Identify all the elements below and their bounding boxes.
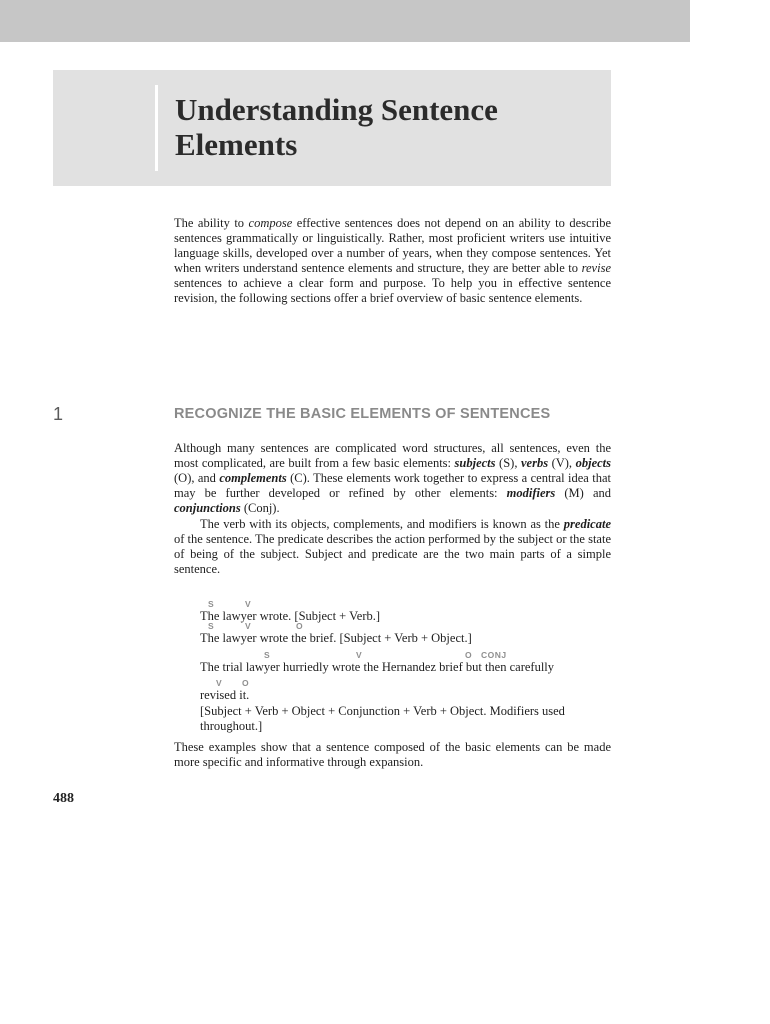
ex3-tag-verb-2: V: [216, 678, 223, 688]
p3-text-2: of the sentence. The predicate describes the action performed by the subject or the state of being of the subject. Subject and predicate are the two main parts of a simple sentence.: [174, 532, 611, 576]
term-compose: compose: [248, 216, 293, 230]
ex2-tag-subject: S: [208, 621, 215, 631]
p2-text-4: (O), and: [174, 471, 220, 485]
section-number: 1: [53, 404, 64, 424]
predicate-paragraph: [174, 517, 611, 577]
p2-text-6: (M) and: [555, 486, 611, 500]
p2-text-1: Although many sentences are complicated word structures, all sentences, even the most complicated, are built from a few basic elements:: [174, 441, 611, 470]
example-2: The lawyer wrote the brief. [Subject + Verb + Object.]: [200, 631, 472, 645]
intro-text-1: The ability to: [174, 216, 249, 230]
example-3-line-2: revised it.: [200, 688, 250, 702]
term-complements: complements: [219, 471, 287, 485]
p3-text-1: The verb with its objects, complements, and modifiers is known as the: [200, 517, 564, 531]
term-conjunctions: conjunctions: [174, 501, 241, 515]
term-modifiers: modifiers: [506, 486, 556, 500]
term-predicate: predicate: [563, 517, 611, 531]
term-verbs: verbs: [520, 456, 549, 470]
ex1-tag-verb: V: [245, 599, 252, 609]
example-3-line-1: The trial lawyer hurriedly wrote the Hernandez brief but then carefully: [200, 660, 555, 674]
chapter-title-line-2: Elements: [175, 127, 298, 162]
ex3-tag-conjunction: CONJ: [481, 650, 507, 660]
ex1-tag-subject: S: [208, 599, 215, 609]
ex3-tag-verb: V: [356, 650, 363, 660]
ex3-tag-object: O: [465, 650, 473, 660]
top-band: [0, 0, 690, 42]
ex2-tag-object: O: [296, 621, 304, 631]
term-subjects: subjects: [454, 456, 496, 470]
term-objects: objects: [575, 456, 612, 470]
p2-text-2: (S),: [495, 456, 521, 470]
example-3-note-2: throughout.]: [200, 719, 263, 733]
term-revise: revise: [581, 261, 611, 275]
example-1: The lawyer wrote. [Subject + Verb.]: [200, 609, 381, 623]
ex3-tag-subject: S: [264, 650, 271, 660]
ex2-tag-verb: V: [245, 621, 252, 631]
p2-text-3: (V),: [548, 456, 576, 470]
intro-text-2: effective sentences does not depend on an ability to describe sentences grammatically or linguistically. Rather, most proficient writers use intuitive language skills, developed over a number of years, when they compose sentences. Yet when writers understand sentence elements and structure, they are better able to: [174, 216, 611, 275]
intro-text-3: sentences to achieve a clear form and purpose. To help you in effective sentence revision, the following sections offer a brief overview of basic sentence elements.: [174, 276, 611, 305]
expansion-paragraph: These examples show that a sentence composed of the basic elements can be made more specific and informative through expansion.: [174, 740, 611, 769]
chapter-title: [175, 92, 595, 162]
p2-text-7: (Conj).: [240, 501, 280, 515]
ex3-tag-object-2: O: [242, 678, 250, 688]
intro-paragraph: [174, 216, 611, 306]
section-heading: RECOGNIZE THE BASIC ELEMENTS OF SENTENCES: [174, 406, 551, 422]
chapter-title-rule: [155, 85, 158, 171]
chapter-title-line-1: Understanding Sentence: [175, 92, 498, 127]
top-band-edge: [690, 0, 770, 42]
p2-text-5: (C). These elements work together to express a central idea that may be further developed or refined by other elements:: [174, 471, 611, 500]
page-number: 488: [53, 791, 74, 806]
example-3-note-1: [Subject + Verb + Object + Conjunction + Verb + Object. Modifiers used: [200, 704, 565, 718]
elements-paragraph: [174, 441, 611, 516]
